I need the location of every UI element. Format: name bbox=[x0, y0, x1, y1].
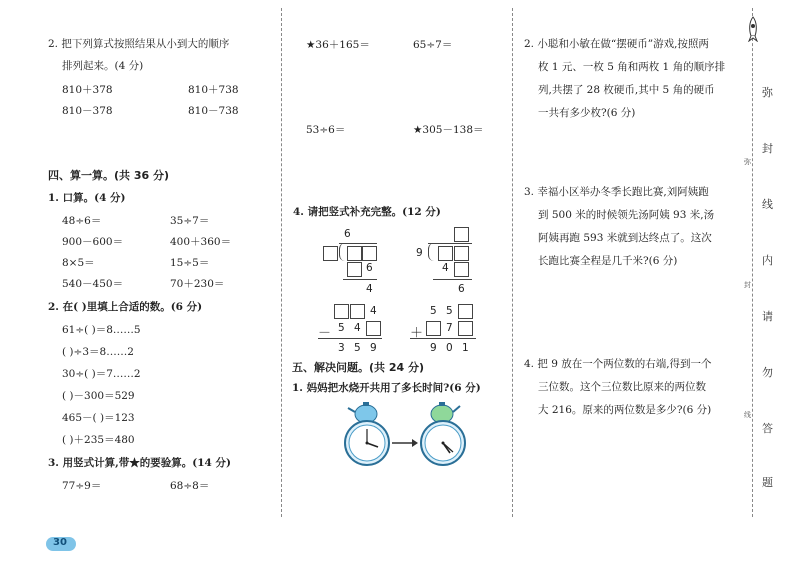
q2-item: 810－738 bbox=[188, 105, 239, 117]
oral-item: 35÷7＝ bbox=[170, 215, 210, 227]
div2-mid: 4 bbox=[442, 262, 449, 274]
calc-item: ★305－138＝ bbox=[413, 124, 484, 136]
sub-row2-digit: 5 bbox=[338, 322, 345, 334]
div1-quotient: 6 bbox=[344, 228, 351, 240]
q3-item: 68÷8＝ bbox=[170, 480, 210, 492]
section-5-title: 五、解决问题。(共 24 分) bbox=[292, 361, 425, 374]
add-result-digit: 9 bbox=[430, 342, 437, 354]
oral-item: 48÷6＝ bbox=[62, 215, 102, 227]
oral-item: 900－600＝ bbox=[62, 236, 124, 248]
add-plus-sign: ＋ bbox=[410, 326, 424, 341]
sub-result-digit: 3 bbox=[338, 342, 345, 354]
div1-mid: 6 bbox=[366, 262, 373, 274]
seal-small-char: 弥 bbox=[744, 158, 751, 166]
seal-line bbox=[752, 8, 753, 517]
div1-divisor-box[interactable] bbox=[323, 246, 338, 261]
seal-char: 答 bbox=[762, 422, 773, 435]
fill-item: 30÷( )＝7……2 bbox=[62, 368, 141, 380]
q4-number-line: 大 216。原来的两位数是多少?(6 分) bbox=[538, 404, 712, 416]
seal-char: 弥 bbox=[762, 86, 773, 99]
kettle-boiling-icon bbox=[431, 402, 460, 423]
fill-item: 465－( )＝123 bbox=[62, 412, 135, 424]
add-top-digit: 5 bbox=[430, 305, 437, 317]
rocket-icon bbox=[746, 16, 760, 42]
add-top-box[interactable] bbox=[458, 304, 473, 319]
kettle-clock-illustration bbox=[342, 400, 472, 470]
seal-char: 内 bbox=[762, 254, 773, 267]
q5-1-title: 1. 妈妈把水烧开共用了多长时间?(6 分) bbox=[292, 382, 481, 394]
q2-coins-line: 2. 小聪和小敏在做“摆硬币”游戏,按照两 bbox=[524, 38, 709, 50]
seal-char: 请 bbox=[762, 310, 773, 323]
q2-fill-title: 2. 在( )里填上合适的数。(6 分) bbox=[48, 301, 203, 313]
seal-char: 勿 bbox=[762, 366, 773, 379]
page-number: 30 bbox=[53, 537, 67, 548]
div2-rem: 6 bbox=[458, 283, 465, 295]
oral-item: 540－450＝ bbox=[62, 278, 124, 290]
sub-top-box-2[interactable] bbox=[350, 304, 365, 319]
div1-rem: 4 bbox=[366, 283, 373, 295]
q3-race-line: 阿姨再跑 593 米就到达终点了。这次 bbox=[538, 232, 712, 244]
calc-item: 65÷7＝ bbox=[413, 39, 453, 51]
kettle-icon bbox=[348, 402, 377, 423]
seal-small-char: 线 bbox=[744, 411, 751, 419]
seal-char: 线 bbox=[762, 198, 773, 211]
column-divider-1 bbox=[281, 8, 282, 517]
fill-item: 61÷( )＝8……5 bbox=[62, 324, 141, 336]
q2-order-line2: 排列起来。(4 分) bbox=[62, 60, 144, 72]
seal-char: 封 bbox=[762, 142, 773, 155]
q3-vertical-title: 3. 用竖式计算,带★的要验算。(14 分) bbox=[48, 457, 231, 469]
q1-oral-title: 1. 口算。(4 分) bbox=[48, 192, 126, 204]
sub-row2-box[interactable] bbox=[366, 321, 381, 336]
oral-item: 15÷5＝ bbox=[170, 257, 210, 269]
div2-dividend-box-1[interactable] bbox=[438, 246, 453, 261]
q2-order-line1: 2. 把下列算式按照结果从小到大的顺序 bbox=[48, 38, 230, 50]
fill-item: ( )÷3＝8……2 bbox=[62, 346, 134, 358]
div2-divisor: 9 bbox=[416, 247, 423, 259]
q2-item: 810＋738 bbox=[188, 84, 239, 96]
div2-product-box[interactable] bbox=[454, 262, 469, 277]
add-row2-box-1[interactable] bbox=[426, 321, 441, 336]
sub-top: 4 bbox=[370, 305, 377, 317]
q2-item: 810－378 bbox=[62, 105, 113, 117]
calc-item: ★36＋165＝ bbox=[306, 39, 370, 51]
q3-race-line: 到 500 米的时候领先汤阿姨 93 米,汤 bbox=[538, 209, 715, 221]
seal-char: 题 bbox=[762, 476, 773, 489]
div2-quotient-box[interactable] bbox=[454, 227, 469, 242]
column-divider-2 bbox=[512, 8, 513, 517]
q2-coins-line: 枚 1 元、一枚 5 角和两枚 1 角的顺序排 bbox=[538, 61, 726, 73]
q3-item: 77÷9＝ bbox=[62, 480, 102, 492]
clock-start-icon bbox=[345, 421, 389, 465]
sub-result-digit: 5 bbox=[354, 342, 361, 354]
sub-minus-sign: － bbox=[318, 326, 332, 341]
q4-number-line: 三位数。这个三位数比原来的两位数 bbox=[538, 381, 706, 393]
calc-item: 53÷6＝ bbox=[306, 124, 346, 136]
add-result-digit: 1 bbox=[462, 342, 469, 354]
div2-dividend-box-2[interactable] bbox=[454, 246, 469, 261]
oral-item: 70＋230＝ bbox=[170, 278, 225, 290]
add-row2-digit: 7 bbox=[446, 322, 453, 334]
oral-item: 400＋360＝ bbox=[170, 236, 232, 248]
q2-coins-line: 列,共摆了 28 枚硬币,其中 5 角的硬币 bbox=[538, 84, 715, 96]
seal-small-char: 封 bbox=[744, 281, 751, 289]
fill-item: ( )－300＝529 bbox=[62, 390, 135, 402]
oral-item: 8×5＝ bbox=[62, 257, 95, 269]
div1-dividend-box-2[interactable] bbox=[362, 246, 377, 261]
q3-race-line: 3. 幸福小区举办冬季长跑比赛,刘阿姨跑 bbox=[524, 186, 709, 198]
sub-result-digit: 9 bbox=[370, 342, 377, 354]
sub-row2-digit: 4 bbox=[354, 322, 361, 334]
q2-item: 810＋378 bbox=[62, 84, 113, 96]
section-4-title: 四、算一算。(共 36 分) bbox=[48, 169, 170, 182]
arrow-right-icon bbox=[392, 439, 418, 447]
div1-product-box[interactable] bbox=[347, 262, 362, 277]
add-result-digit: 0 bbox=[446, 342, 453, 354]
sub-top-box-1[interactable] bbox=[334, 304, 349, 319]
add-row2-box-2[interactable] bbox=[458, 321, 473, 336]
q4-number-line: 4. 把 9 放在一个两位数的右端,得到一个 bbox=[524, 358, 712, 370]
div1-dividend-box-1[interactable] bbox=[347, 246, 362, 261]
clock-end-icon bbox=[421, 421, 465, 465]
add-top-digit: 5 bbox=[446, 305, 453, 317]
q2-coins-line: 一共有多少枚?(6 分) bbox=[538, 107, 636, 119]
fill-item: ( )＋235＝480 bbox=[62, 434, 135, 446]
q4-complete-title: 4. 请把竖式补充完整。(12 分) bbox=[293, 206, 441, 218]
q3-race-line: 长跑比赛全程是几千米?(6 分) bbox=[538, 255, 678, 267]
